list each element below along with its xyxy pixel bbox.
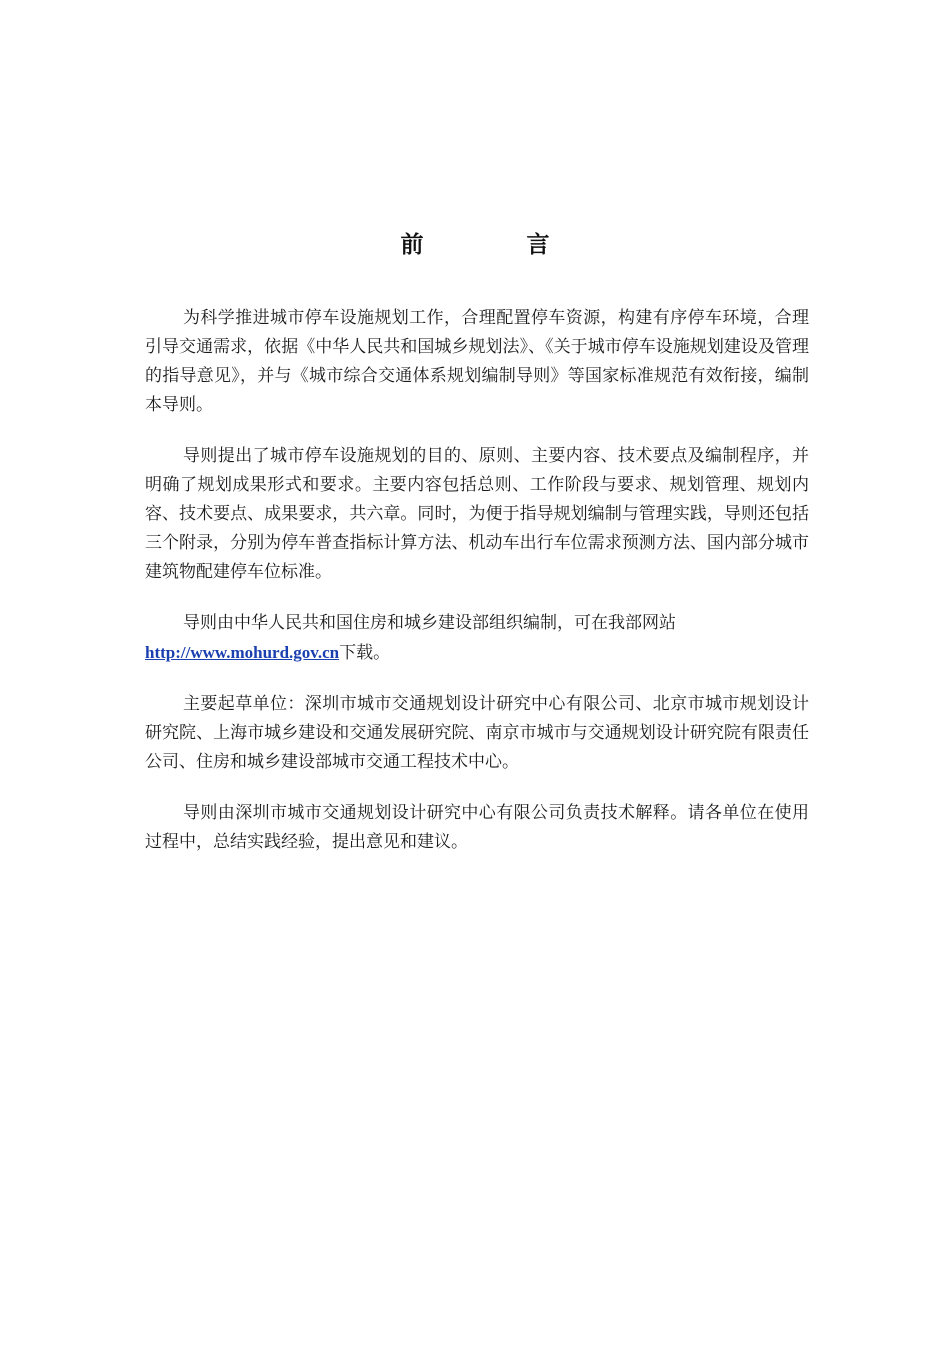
- paragraph-download: [145, 609, 809, 668]
- paragraph-drafting-units: 主要起草单位：深圳市城市交通规划设计研究中心有限公司、北京市城市规划设计研究院、上海市城乡建设和交通发展研究院、南京市城市与交通规划设计研究院有限责任公司、住房和城乡建设部城市交通工程技术中心。: [145, 694, 809, 772]
- paragraph-contents: 导则提出了城市停车设施规划的目的、原则、主要内容、技术要点及编制程序，并明确了规划成果形式和要求。主要内容包括总则、工作阶段与要求、规划管理、规划内容、技术要点、成果要求，共六章。同时，为便于指导规划编制与管理实践，导则还包括三个附录，分别为停车普查指标计算方法、机动车出行车位需求预测方法、国内部分城市建筑物配建停车位标准。: [145, 446, 809, 582]
- download-text: 导则由中华人民共和国住房和城乡建设部组织编制，可在我部网站: [183, 613, 676, 633]
- paragraph-purpose: 为科学推进城市停车设施规划工作，合理配置停车资源，构建有序停车环境，合理引导交通需求，依据《中华人民共和国城乡规划法》、《关于城市停车设施规划建设及管理的指导意见》，并与《城市综合交通体系规划编制导则》等国家标准规范有效衔接，编制本导则。: [145, 308, 809, 415]
- preface-body: [145, 304, 809, 879]
- paragraph-interpretation: 导则由深圳市城市交通规划设计研究中心有限公司负责技术解释。请各单位在使用过程中，总结实践经验，提出意见和建议。: [145, 803, 809, 852]
- download-suffix: 下载。: [339, 643, 391, 663]
- website-link[interactable]: http://www.mohurd.gov.cn: [145, 643, 340, 662]
- page-title: 前 言: [400, 231, 590, 258]
